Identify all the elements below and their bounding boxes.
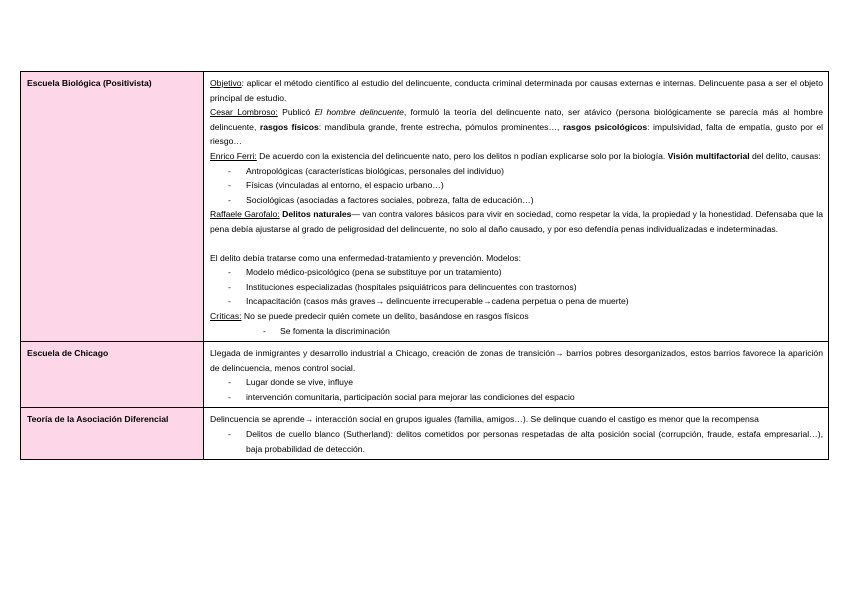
models-list xyxy=(210,265,823,309)
list-item: - Instituciones especializadas (hospitales psiquiátricos para delincuentes con trastornos) xyxy=(210,280,823,295)
lombroso-name: Cesar Lombroso: xyxy=(210,107,278,118)
lombroso-text-2: , formuló la teoría del delincuente nato, ser atávico (persona biológicamente se parecía más al hombre delincuente, xyxy=(210,107,823,132)
lombroso-text-4: : impulsividad, falta de empatía, gusto por el riesgo… xyxy=(210,121,824,147)
list-item: - Delitos de cuello blanco (Sutherland): delitos cometidos por personas respetadas de alta posición social (corrupción, fraude, estafa empresarial…), baja probabilidad de detección. xyxy=(210,427,823,456)
list-item: - Se fomenta la discriminación xyxy=(210,324,823,339)
enfermedad-paragraph: El delito debía tratarse como una enfermedad-tratamiento y prevención. Modelos: xyxy=(210,252,521,263)
criminology-schools-table xyxy=(20,71,829,460)
list-item: - Sociológicas (asociadas a factores sociales, pobreza, falta de educación…) xyxy=(210,193,823,208)
row-content xyxy=(204,408,829,460)
lombroso-paragraph xyxy=(210,105,823,149)
ferri-causes-list xyxy=(210,164,823,208)
objetivo-paragraph xyxy=(210,76,823,105)
garofalo-paragraph xyxy=(210,207,823,236)
criticas-list xyxy=(210,324,823,339)
table-row-escuela-biologica xyxy=(21,72,829,342)
ferri-name: Enrico Ferri: xyxy=(210,150,257,161)
row-content xyxy=(204,342,829,408)
paragraph-spacer xyxy=(210,237,823,251)
criticas-text: No se puede predecir quién comete un delito, basándose en rasgos físicos xyxy=(241,310,529,321)
list-item: - Modelo médico-psicológico (pena se substituye por un tratamiento) xyxy=(210,265,823,280)
table-row-escuela-chicago xyxy=(21,342,829,408)
list-item: - intervención comunitaria, participación social para mejorar las condiciones del espacio xyxy=(210,390,823,405)
list-item: - Físicas (vinculadas al entorno, el espacio urbano…) xyxy=(210,178,823,193)
lombroso-book: El hombre delincuente xyxy=(314,107,404,118)
lombroso-text-1: Publicó xyxy=(277,107,315,118)
list-item: - Lugar donde se vive, influye xyxy=(210,375,823,390)
ferri-text-2: del delito, causas: xyxy=(749,150,821,161)
garofalo-name: Raffaele Garofalo: xyxy=(210,209,280,220)
asociacion-paragraph: Delincuencia se aprende→ interacción social en grupos iguales (familia, amigos…). Se delinque cuando el castigo es menor que la recompensa xyxy=(210,414,759,425)
chicago-list xyxy=(210,375,823,404)
objetivo-text: : aplicar el método científico al estudio del delincuente, conducta criminal determinada por causas externas e internas. Delincuente pasa a ser el objeto principal de estudio. xyxy=(210,78,823,103)
row-label: Escuela Biológica (Positivista) xyxy=(21,72,204,342)
criticas-title: Críticas: xyxy=(210,310,242,321)
objetivo-title: Objetivo xyxy=(210,78,242,88)
asociacion-list xyxy=(210,427,823,456)
row-label: Teoría de la Asociación Diferencial xyxy=(21,408,204,460)
lombroso-bold-2: rasgos psicológicos xyxy=(562,121,648,132)
row-label: Escuela de Chicago xyxy=(21,342,204,408)
chicago-paragraph: Llegada de inmigrantes y desarrollo industrial a Chicago, creación de zonas de transición→ barrios pobres desorganizados, estos barrios favorece la aparición de delincuencia, menos control social. xyxy=(210,348,823,373)
list-item: - Incapacitación (casos más graves→ delincuente irrecuperable→cadena perpetua o pena de muerte) xyxy=(210,294,823,309)
lombroso-bold-1: rasgos físicos xyxy=(259,121,319,132)
list-item: - Antropológicas (características biológicas, personales del individuo) xyxy=(210,164,823,179)
ferri-paragraph xyxy=(210,149,823,164)
garofalo-text: — van contra valores básicos para vivir en sociedad, como respetar la vida, la propiedad y la honestidad. Defensaba que la pena debía ajustarse al grado de peligrosidad del delincuente, no solo al daño causado, y por eso defendía penas individualizadas e indeterminadas. xyxy=(210,209,823,234)
ferri-bold: Visión multifactorial xyxy=(667,150,750,161)
garofalo-bold: Delitos naturales xyxy=(282,209,352,220)
table-row-asociacion-diferencial xyxy=(21,408,829,460)
ferri-text-1: De acuerdo con la existencia del delincuente nato, pero los delitos n podían explicarse solo por la biología. xyxy=(256,150,668,161)
lombroso-text-3: : mandíbula grande, frente estrecha, pómulos prominentes…, xyxy=(318,121,563,132)
row-content xyxy=(204,72,829,342)
criticas-paragraph xyxy=(210,309,823,324)
